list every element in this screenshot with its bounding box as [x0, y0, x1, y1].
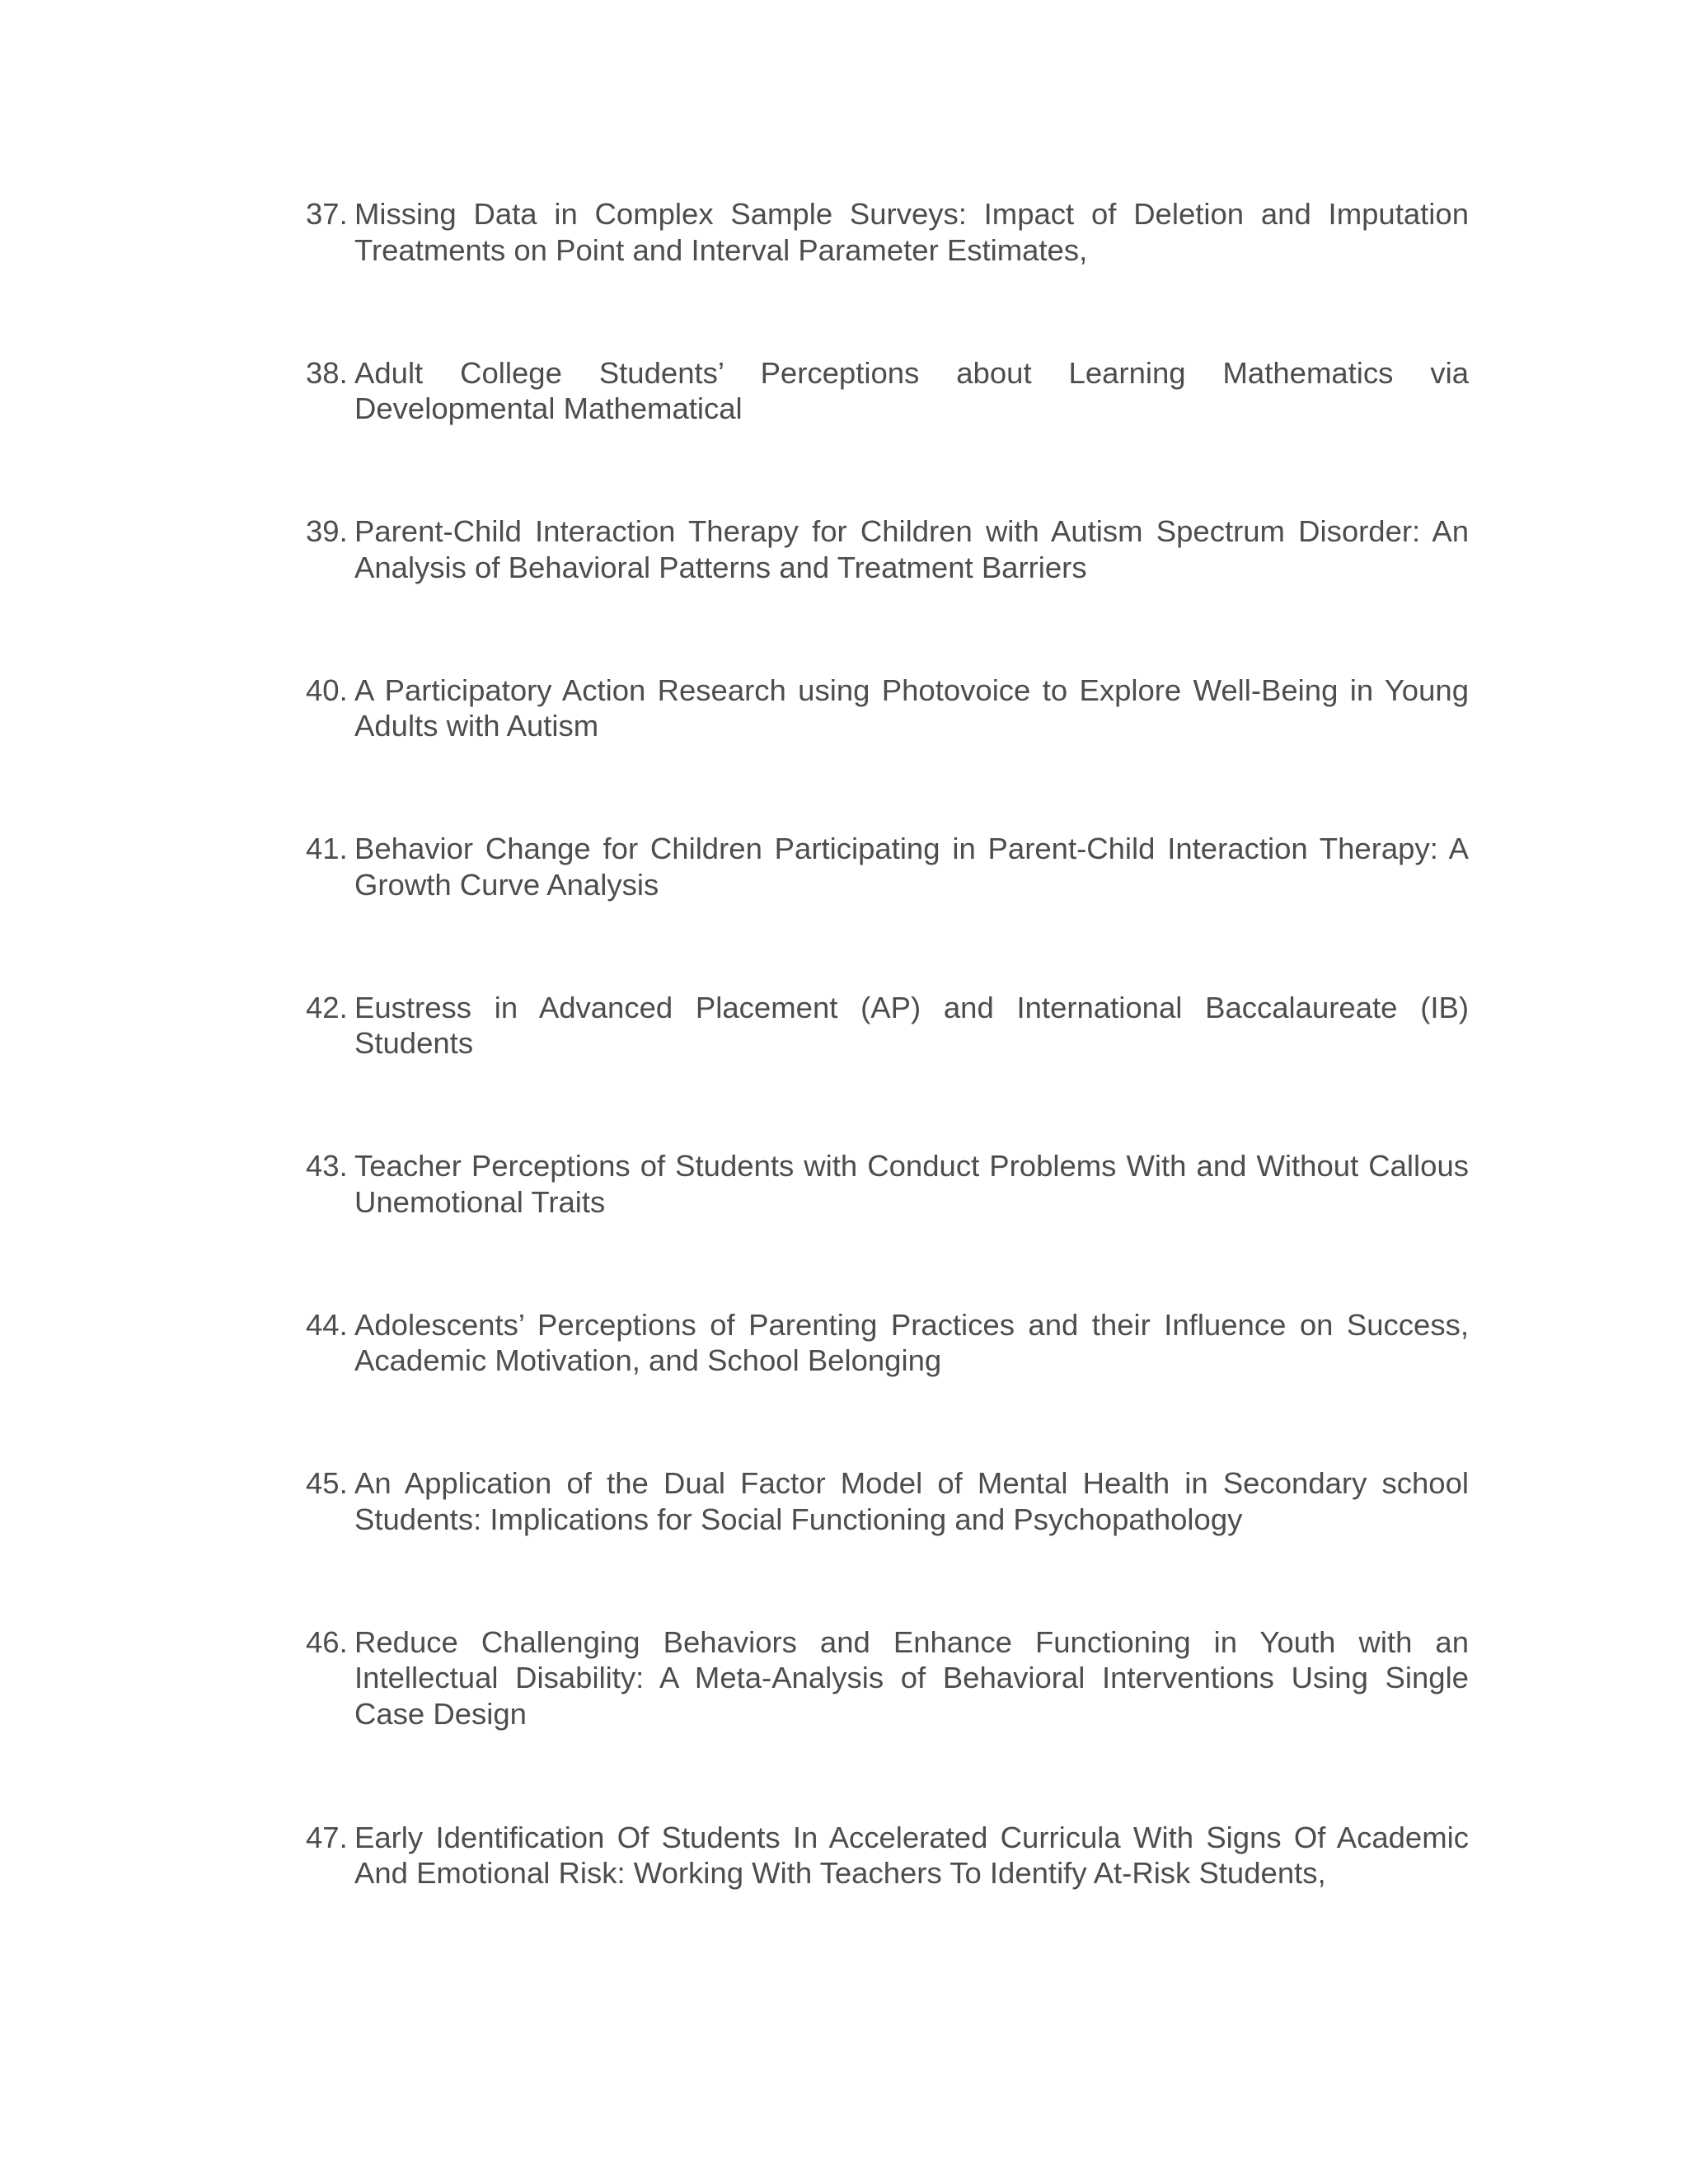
list-item [306, 673, 1469, 832]
item-number: 44. [306, 1307, 348, 1342]
item-title: A Participatory Action Research using Photovoice to Explore Well-Being in Young Adults with Autism [354, 673, 1469, 743]
list-item [306, 513, 1469, 673]
item-number: 45. [306, 1466, 348, 1500]
list-item [306, 1148, 1469, 1307]
item-number: 47. [306, 1820, 348, 1854]
item-title: Early Identification Of Students In Accelerated Curricula With Signs Of Academic And Emotional Risk: Working With Teachers To Identify At-Risk Students, [354, 1820, 1469, 1890]
item-number: 38. [306, 355, 348, 390]
item-number: 37. [306, 197, 348, 231]
item-title: An Application of the Dual Factor Model of Mental Health in Secondary school Students: Implications for Social Functioning and Psychopathology [354, 1466, 1469, 1536]
item-title: Reduce Challenging Behaviors and Enhance Functioning in Youth with an Intellectual Disability: A Meta-Analysis of Behavioral Interventions Using Single Case Design [354, 1624, 1469, 1731]
item-title: Behavior Change for Children Participating in Parent-Child Interaction Therapy: A Growth Curve Analysis [354, 832, 1469, 902]
item-title: Eustress in Advanced Placement (AP) and International Baccalaureate (IB) Students [354, 990, 1469, 1060]
list-item [306, 1307, 1469, 1466]
list-item [306, 355, 1469, 514]
item-number: 42. [306, 990, 348, 1024]
list-item [306, 831, 1469, 990]
item-number: 40. [306, 673, 348, 707]
item-title: Adult College Students’ Perceptions about Learning Mathematics via Developmental Mathematical [354, 355, 1469, 425]
list-item [306, 1624, 1469, 1820]
item-title: Missing Data in Complex Sample Surveys: Impact of Deletion and Imputation Treatments on Point and Interval Parameter Estimates, [354, 197, 1469, 267]
item-number: 43. [306, 1149, 348, 1183]
list-item [306, 196, 1469, 355]
list-item [306, 1465, 1469, 1624]
item-number: 46. [306, 1624, 348, 1659]
numbered-list [306, 196, 1469, 1978]
list-item [306, 990, 1469, 1149]
item-title: Parent-Child Interaction Therapy for Children with Autism Spectrum Disorder: An Analysis of Behavioral Patterns and Treatment Barriers [354, 514, 1469, 584]
item-number: 41. [306, 832, 348, 865]
item-number: 39. [306, 514, 348, 548]
item-title: Teacher Perceptions of Students with Conduct Problems With and Without Callous Unemotional Traits [354, 1149, 1469, 1219]
item-title: Adolescents’ Perceptions of Parenting Practices and their Influence on Success, Academic Motivation, and School Belonging [354, 1307, 1469, 1377]
list-item [306, 1820, 1469, 1979]
